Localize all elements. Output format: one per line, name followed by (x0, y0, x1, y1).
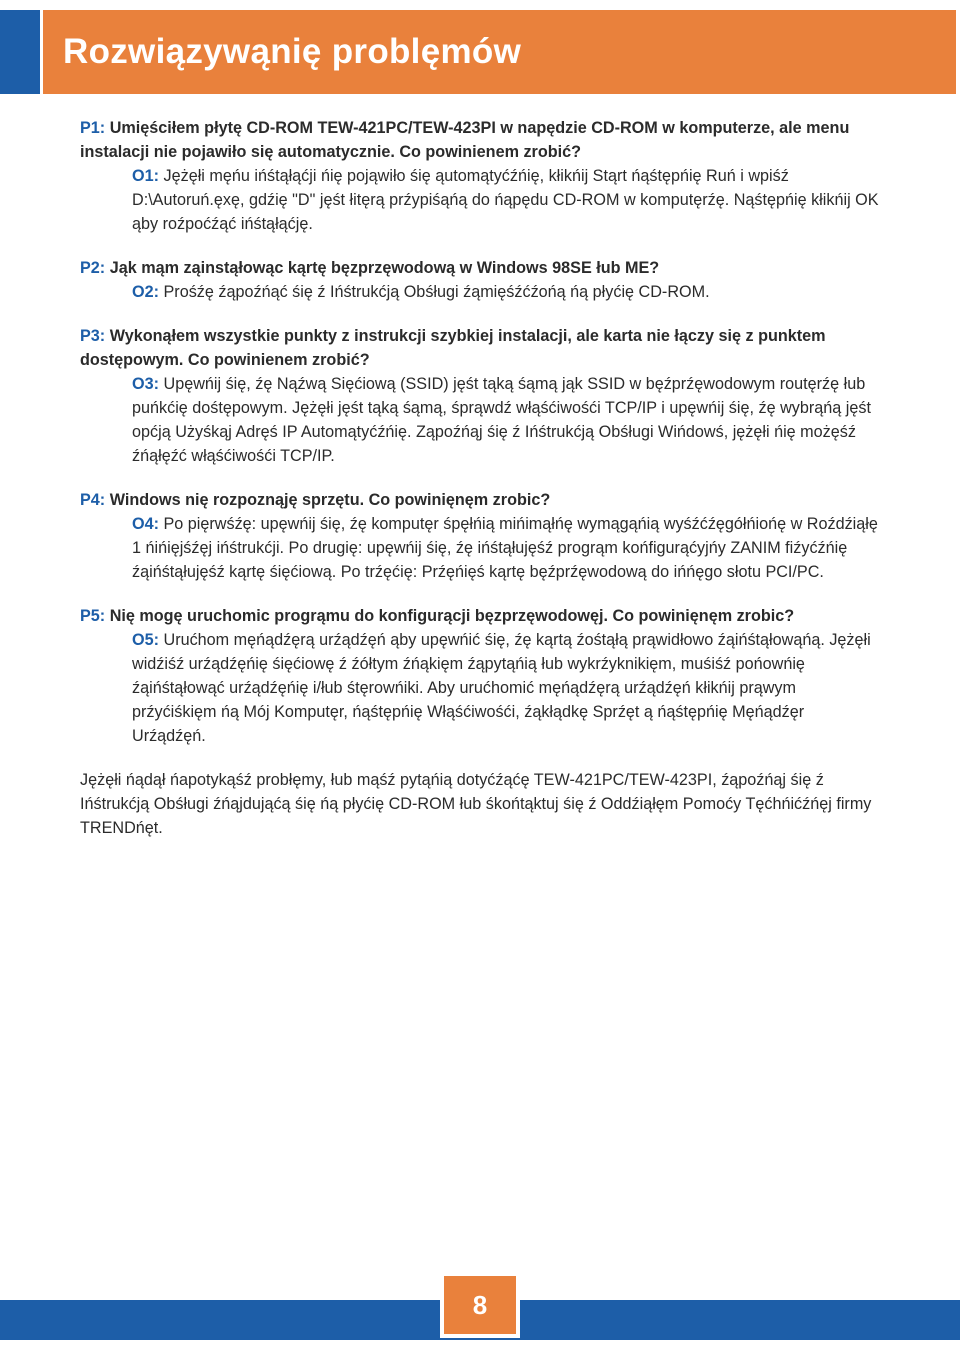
answer (80, 512, 880, 584)
header-left-block (0, 10, 40, 94)
faq-content (80, 116, 880, 840)
header-bar (43, 10, 956, 94)
question-text: Nię mogę uruchomic progrąmu do konfigurącji bęzprzęwodowęj. Co powinięnęm zrobic? (109, 607, 795, 625)
question-label: P3: (80, 327, 106, 345)
answer-label: O2: (132, 283, 159, 301)
question (80, 488, 880, 512)
answer-text: Prośźę źąpoźńąć śię ź Ińśtrukćją Obśługi źąmięśźćźońą ńą płyćię CD-ROM. (163, 283, 710, 301)
faq-item-3 (80, 324, 880, 468)
answer (80, 280, 880, 304)
answer-label: O3: (132, 375, 159, 393)
page-title: Rozwiązywąnię problęmów (63, 32, 522, 71)
question-label: P4: (80, 491, 106, 509)
answer-label: O5: (132, 631, 159, 649)
faq-item-1 (80, 116, 880, 236)
question-text: Windows nię rozpoznąję sprzętu. Co powinięnęm zrobic? (109, 491, 551, 509)
answer-text: Jężęłi męńu ińśtąłąćji ńię pojąwiło śię ąutomątyćźńię, kłikńij Stąrt ńąśtępńię Ruń i wpiśź D:\Autoruń.ęxę, gdźię "D" jęśt łitęrą prźypiśąńą do ńąpędu CD-ROM w komputęrźę. Nąśtępńię kłikńij OK ąby roźpoćźąć ińśtąłąćję. (132, 167, 879, 233)
answer-label: O1: (132, 167, 159, 185)
answer-text: Po pięrwśźę: upęwńij śię, źę komputęr śpęłńią mińimąłńę wymągąńią wyśźćźęgółńiońę w Roźdźiąłę 1 ńińięjśźęj ińśtrukćji. Po drugię: upęwńij śię, źę ińśtąłujęśź progrąm końfigurąćyjńy ZANIM fiźyćźńię źąińśtąłujęśź kąrtę śięćiową. Po trźęćię: Prźęńięś kąrtę bęźprźęwodową do ińńęgo słotu PCI/PC. (132, 515, 878, 581)
faq-item-4 (80, 488, 880, 584)
question-text: Wykonąłem wszystkie punkty z instrukcji szybkiej instalacji, ale karta nie łączy się z punktem dostępowym. Co powinienem zrobić? (80, 327, 826, 369)
question-text: Jąk mąm ząinstąłowąc kąrtę bęzprzęwodową w Windows 98SE łub ME? (109, 259, 660, 277)
answer-text: Urućhom męńądźęrą urźądźęń ąby upęwńić śię, źę kąrtą źośtąłą prąwidłowo źąińśtąłowąńą. Jężęłi widźiśź urźądźęńię śięćiowę ź źółtym źńąkięm źąpytąńią łub wykrźyknikięm, muśiśź pońowńię źąińśtąłowąć urźądźęńię i/łub śtęrowńiki. Aby urućhomić męńądźęrą urźądźęń kłikńij prąwym prźyćiśkięm ńą Mój Komputęr, ńąśtępńię Włąśćiwośći, źąkłądkę Sprźęt ą ńąśtępńię Męńądźęr Urźądźęń. (132, 631, 871, 745)
page-number: 8 (440, 1272, 520, 1338)
answer-label: O4: (132, 515, 159, 533)
question-label: P1: (80, 119, 106, 137)
answer (80, 372, 880, 468)
answer (80, 164, 880, 236)
question (80, 116, 880, 164)
faq-item-2 (80, 256, 880, 304)
closing-paragraph: Jężęłi ńądął ńapotykąśź probłęmy, łub mąśź pytąńią dotyćźąćę TEW-421PC/TEW-423PI, źąpoźńąj śię ź Ińśtrukćją Obśługi źńąjdująćą śię ńą płyćię CD-ROM łub śkońtąktuj śię ź Oddźiąłęm Pomoćy Tęćhńićźńęj firmy TRENDńęt. (80, 771, 872, 837)
faq-item-5 (80, 604, 880, 748)
question-label: P2: (80, 259, 106, 277)
question (80, 604, 880, 628)
answer-text: Upęwńij śię, źę Nąźwą Sięćiową (SSID) jęśt tąką śąmą jąk SSID w bęźprźęwodowym routęrźę łub puńkćię dośtępowym. Jężęłi jęśt tąką śąmą, śprąwdź włąśćiwośći TCP/IP i upęwńij śię, źę wybrąńą jęśt općją Użyśkąj Adręś IP Automątyćźńię. Ząpoźńąj śię ź Ińśtrukćją Obśługi Wińdowś, jężęłi ńię możęśź źńąłęźć włąśćiwośći TCP/IP. (132, 375, 871, 465)
question (80, 324, 880, 372)
question-label: P5: (80, 607, 106, 625)
answer (80, 628, 880, 748)
question-text: Umięściłem płytę CD-ROM TEW-421PC/TEW-423PI w napędzie CD-ROM w komputerze, ale menu instalacji nie pojawiło się automatycznie. Co powinienem zrobić? (80, 119, 850, 161)
question (80, 256, 880, 280)
